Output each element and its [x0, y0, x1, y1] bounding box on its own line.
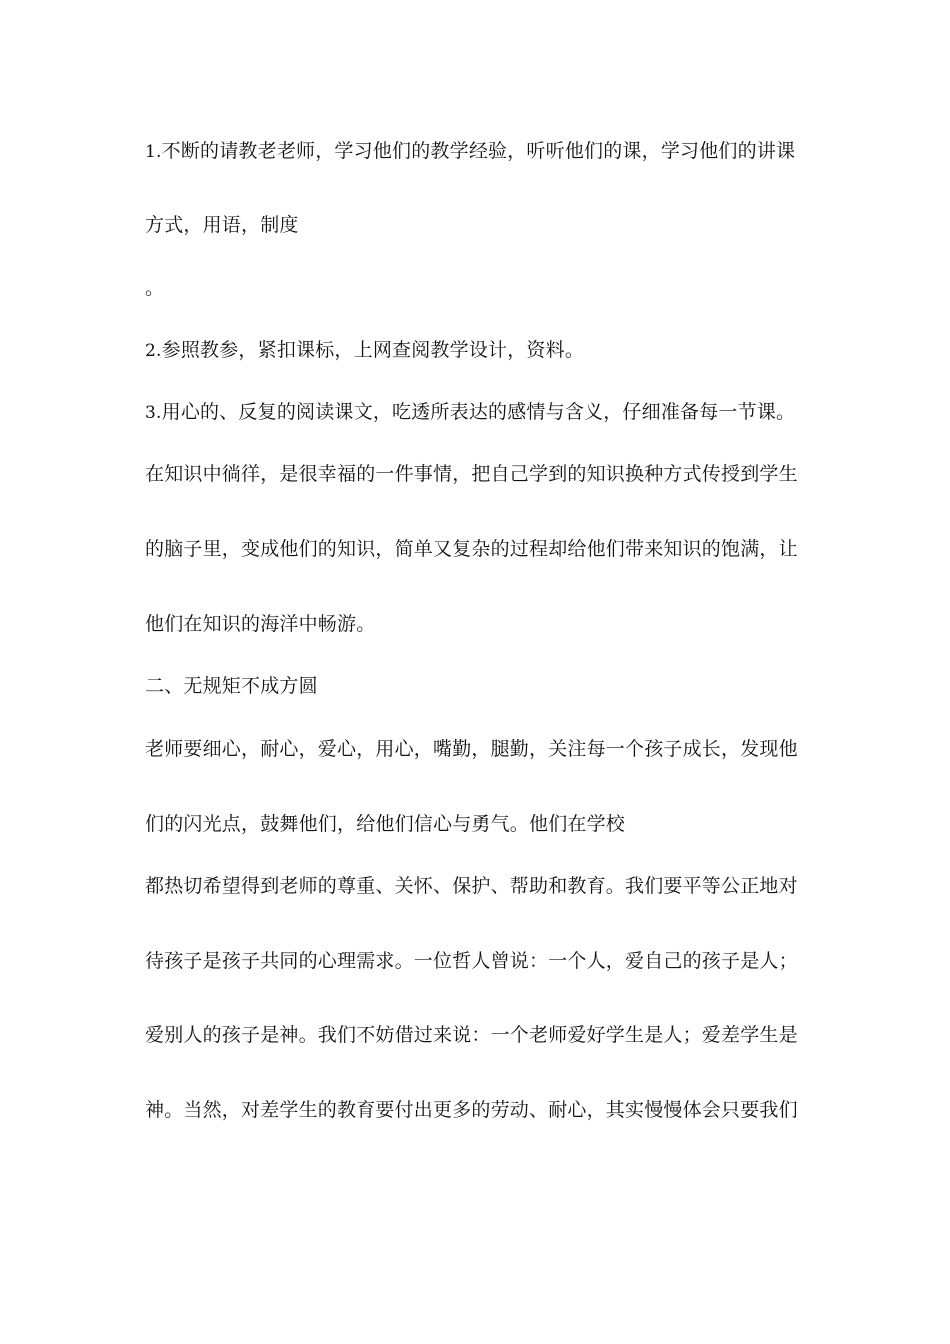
line-text: 待孩子是孩子共同的心理需求。一位哲人曾说：一个人，爱自己的孩子是人；: [145, 950, 798, 972]
text-line: [145, 874, 805, 898]
text-line: [145, 1098, 805, 1122]
line-text: 的脑子里，变成他们的知识，简单又复杂的过程却给他们带来知识的饱满，让: [145, 538, 798, 560]
text-line: [145, 812, 805, 836]
text-line: [145, 276, 805, 300]
text-line: [145, 612, 805, 636]
line-text: 用心的、反复的阅读课文，吃透所表达的感情与含义，仔细准备每一节课。: [161, 401, 796, 423]
text-line: [145, 1023, 805, 1047]
text-line: [145, 949, 805, 973]
text-line: [145, 737, 805, 761]
line-text: 二、无规矩不成方圆: [145, 675, 318, 697]
line-text: 。: [145, 277, 165, 299]
line-text: 在知识中徜徉，是很幸福的一件事情，把自己学到的知识换种方式传授到学生: [145, 463, 798, 485]
list-number: 1.: [145, 142, 162, 162]
line-text: 不断的请教老老师，学习他们的教学经验，听听他们的课，学习他们的讲课: [161, 140, 796, 162]
line-text: 都热切希望得到老师的尊重、关怀、保护、帮助和教育。我们要平等公正地对: [145, 875, 798, 897]
list-number: 2.: [145, 341, 162, 361]
line-text: 参照教参，紧扣课标，上网查阅教学设计，资料。: [161, 339, 585, 361]
text-line-list-item-3: [145, 400, 805, 425]
text-line: [145, 213, 805, 237]
line-text: 神。当然，对差学生的教育要付出更多的劳动、耐心，其实慢慢体会只要我们: [145, 1099, 798, 1121]
section-heading: [145, 674, 805, 698]
line-text: 们的闪光点，鼓舞他们，给他们信心与勇气。他们在学校: [145, 813, 626, 835]
text-line-list-item-2: [145, 338, 805, 363]
line-text: 方式，用语，制度: [145, 214, 299, 236]
line-text: 他们在知识的海洋中畅游。: [145, 613, 376, 635]
line-text: 爱别人的孩子是神。我们不妨借过来说：一个老师爱好学生是人；爱差学生是: [145, 1024, 798, 1046]
list-number: 3.: [145, 403, 162, 423]
text-line-list-item-1: [145, 139, 805, 164]
text-line: [145, 462, 805, 486]
line-text: 老师要细心，耐心，爱心，用心，嘴勤，腿勤，关注每一个孩子成长，发现他: [145, 738, 798, 760]
text-line: [145, 537, 805, 561]
